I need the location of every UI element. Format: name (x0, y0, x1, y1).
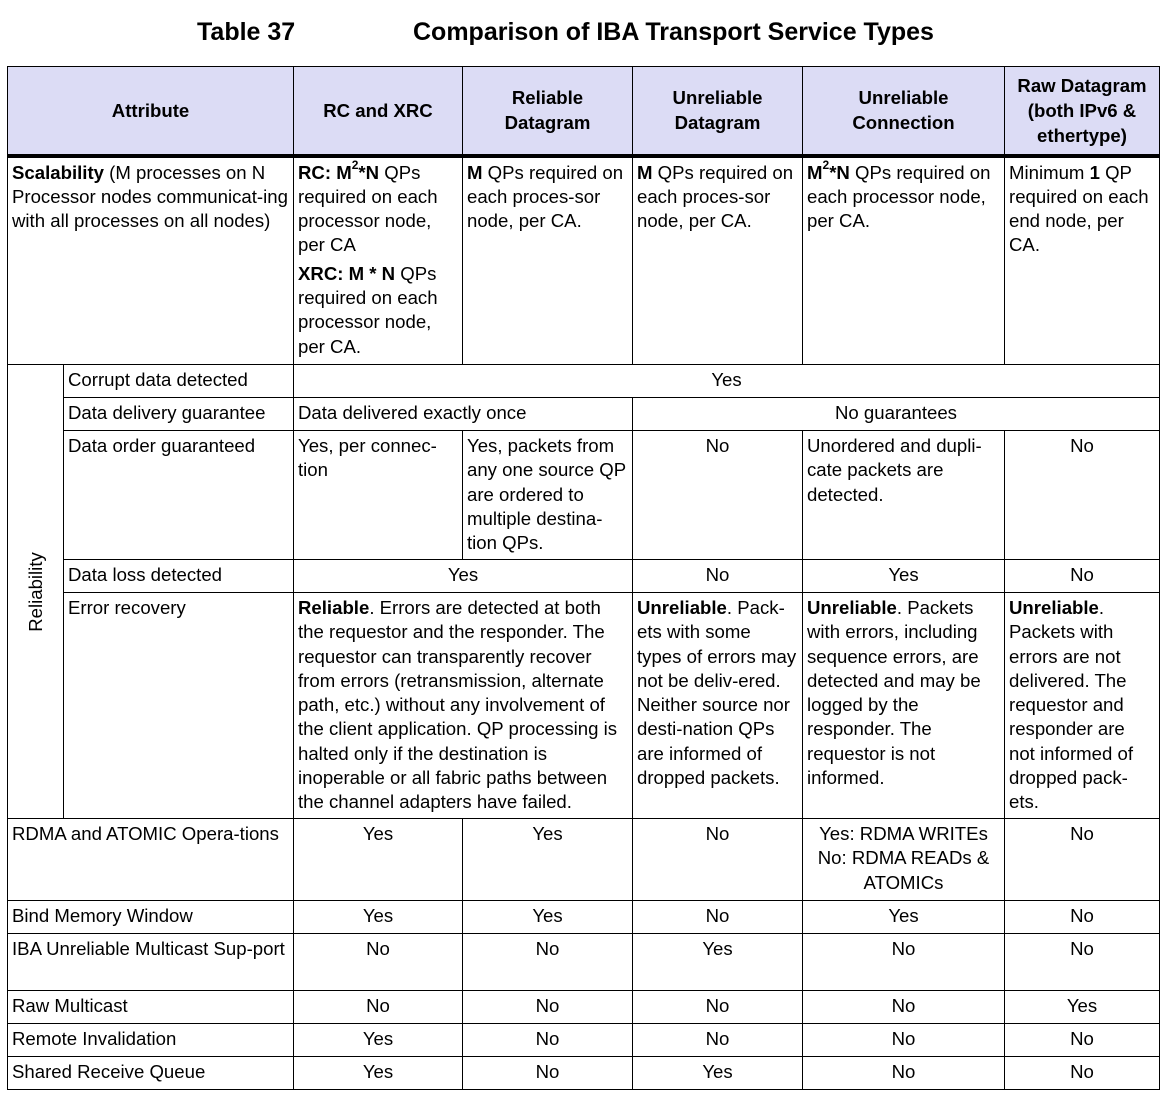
header-line: ethertype) (1037, 124, 1127, 146)
loss-row (8, 560, 1160, 593)
order-rd: Yes, packets from any one source QP are ordered to multiple destina-tion QPs. (463, 431, 633, 560)
row-label: Corrupt data detected (64, 365, 294, 398)
row-label: Data order guaranteed (64, 431, 294, 560)
bind-memory-row (8, 901, 1160, 934)
cell-ud: No (633, 1024, 803, 1057)
delivery-row (8, 398, 1160, 431)
table-number: Table 37 (197, 18, 296, 46)
cell-text: QPs required on each processor node, per CA. (298, 262, 438, 357)
loss-uc: Yes (803, 560, 1005, 593)
cell-rc: Yes (294, 819, 463, 901)
recovery-raw (1005, 593, 1160, 819)
rdma-row (8, 819, 1160, 901)
row-label: Raw Multicast (8, 991, 294, 1024)
cell-text: QPs required on each processor node, per CA (298, 161, 438, 256)
row-label: Data delivery guarantee (64, 398, 294, 431)
order-uc: Unordered and dupli-cate packets are detected. (803, 431, 1005, 560)
bold-text: 1 (1089, 161, 1100, 183)
bold-text: M (807, 161, 823, 183)
scalability-ud (633, 156, 803, 365)
row-label: Shared Receive Queue (8, 1057, 294, 1090)
cell-raw: No (1005, 1024, 1160, 1057)
loss-raw: No (1005, 560, 1160, 593)
cell-rd: No (463, 1057, 633, 1090)
cell-rc: Yes (294, 1024, 463, 1057)
reliability-label: Reliability (24, 551, 46, 632)
header-line: Connection (852, 112, 955, 134)
cell-rc: Yes (294, 901, 463, 934)
bold-text: Scalability (12, 161, 104, 183)
cell-line: Yes: RDMA WRITEs (819, 823, 988, 844)
recovery-row (8, 593, 1160, 819)
header-line: Datagram (504, 112, 591, 134)
bold-text: Reliable (298, 597, 370, 618)
cell-rc: No (294, 991, 463, 1024)
cell-text: QP required on each end node, per CA. (1009, 161, 1149, 256)
cell-rc: No (294, 934, 463, 991)
table-title (0, 18, 1164, 54)
order-raw: No (1005, 431, 1160, 560)
cell-rd: No (463, 934, 633, 991)
header-line: Datagram (674, 112, 761, 134)
cell-uc: No (803, 991, 1005, 1024)
cell-rd: Yes (463, 901, 633, 934)
superscript: 2 (822, 158, 830, 173)
scalability-rc-xrc (294, 156, 463, 365)
order-ud: No (633, 431, 803, 560)
cell-text: QPs required on each proces-sor node, per CA. (637, 161, 794, 232)
header-unreliable-datagram (633, 67, 803, 156)
loss-ud: No (633, 560, 803, 593)
corrupt-all: Yes (294, 365, 1160, 398)
table-caption: Comparison of IBA Transport Service Types (413, 18, 934, 46)
header-attribute: Attribute (8, 67, 294, 156)
header-line: (both IPv6 & (1027, 99, 1137, 121)
cell-text: QPs required on each proces-sor node, per CA. (467, 161, 624, 232)
bold-text: RC: M (298, 161, 352, 183)
row-label: IBA Unreliable Multicast Sup-port (8, 934, 294, 991)
header-unreliable-connection (803, 67, 1005, 156)
xrc-scalability (298, 262, 458, 359)
bold-text: Unreliable (1009, 597, 1099, 618)
cell-raw: No (1005, 1057, 1160, 1090)
bold-text: *N (358, 161, 380, 183)
header-raw-datagram (1005, 67, 1160, 156)
scalability-row (8, 156, 1160, 365)
scalability-label (8, 156, 294, 365)
scalability-raw (1005, 156, 1160, 365)
header-line: Reliable (511, 87, 584, 109)
header-row (8, 67, 1160, 156)
recovery-uc (803, 593, 1005, 819)
corrupt-row (8, 365, 1160, 398)
cell-text: . Packets with errors, including sequence errors, are detected and may be logged by the responder. The requestor is not informed. (807, 597, 981, 789)
order-row (8, 431, 1160, 560)
header-line: Raw Datagram (1017, 74, 1147, 96)
rc-scalability (298, 158, 458, 258)
label-text: (M processes on N Processor nodes communicat-ing with all processes on all nodes) (12, 161, 288, 232)
bold-text: Unreliable (637, 597, 727, 618)
cell-rd: No (463, 991, 633, 1024)
cell-rd: No (463, 1024, 633, 1057)
cell-text: . Pack-ets with some types of errors may not be deliv-ered. Neither source nor desti-nation QPs are informed of dropped packets. (637, 597, 797, 789)
unreliable-multicast-row (8, 934, 1160, 991)
cell-text: QPs required on each processor node, per CA. (807, 161, 991, 232)
cell-line: ATOMICs (863, 871, 944, 893)
comparison-table (7, 66, 1160, 1090)
cell-uc: Yes (803, 901, 1005, 934)
cell-uc (803, 819, 1005, 901)
header-line: Unreliable (672, 87, 763, 109)
row-label: Bind Memory Window (8, 901, 294, 934)
cell-raw: No (1005, 901, 1160, 934)
row-label: Remote Invalidation (8, 1024, 294, 1057)
cell-text: . Errors are detected at both the requestor and the responder. The requestor can transparently recover from errors (retransmission, alternate path, etc.) without any involvement of the client application. QP processing is halted only if the destination is inoperable or all fabric paths between the channel adapters have failed. (298, 597, 618, 813)
order-rc: Yes, per connec-tion (294, 431, 463, 560)
recovery-ud (633, 593, 803, 819)
bold-text: M (637, 161, 653, 183)
header-reliable-datagram (463, 67, 633, 156)
delivery-unreliable: No guarantees (633, 398, 1160, 431)
reliability-group (8, 365, 64, 819)
shared-receive-queue-row (8, 1057, 1160, 1090)
cell-ud: Yes (633, 1057, 803, 1090)
cell-line: No: RDMA READs & (817, 847, 990, 869)
cell-rd: Yes (463, 819, 633, 901)
header-rc-xrc: RC and XRC (294, 67, 463, 156)
cell-uc: No (803, 934, 1005, 991)
loss-reliable: Yes (294, 560, 633, 593)
row-label: Error recovery (64, 593, 294, 819)
cell-ud: Yes (633, 934, 803, 991)
scalability-uc (803, 156, 1005, 365)
bold-text: *N (829, 161, 850, 183)
cell-raw: No (1005, 819, 1160, 901)
cell-uc: No (803, 1024, 1005, 1057)
cell-uc: No (803, 1057, 1005, 1090)
bold-text: Unreliable (807, 597, 897, 618)
raw-multicast-row (8, 991, 1160, 1024)
bold-text: M (467, 161, 483, 183)
bold-text: XRC: M * N (298, 262, 396, 284)
scalability-rd (463, 156, 633, 365)
cell-ud: No (633, 991, 803, 1024)
recovery-reliable (294, 593, 633, 819)
superscript: 2 (351, 158, 359, 173)
cell-ud: No (633, 901, 803, 934)
cell-raw: Yes (1005, 991, 1160, 1024)
cell-raw: No (1005, 934, 1160, 991)
cell-ud: No (633, 819, 803, 901)
cell-text: . Packets with errors are not delivered. The requestor and responder are not informed of dropped pack-ets. (1009, 597, 1134, 813)
remote-invalidation-row (8, 1024, 1160, 1057)
delivery-reliable: Data delivered exactly once (294, 398, 633, 431)
row-label: Data loss detected (64, 560, 294, 593)
row-label: RDMA and ATOMIC Opera-tions (8, 819, 294, 901)
cell-rc: Yes (294, 1057, 463, 1090)
cell-text: Minimum (1009, 161, 1090, 183)
header-line: Unreliable (858, 87, 949, 109)
